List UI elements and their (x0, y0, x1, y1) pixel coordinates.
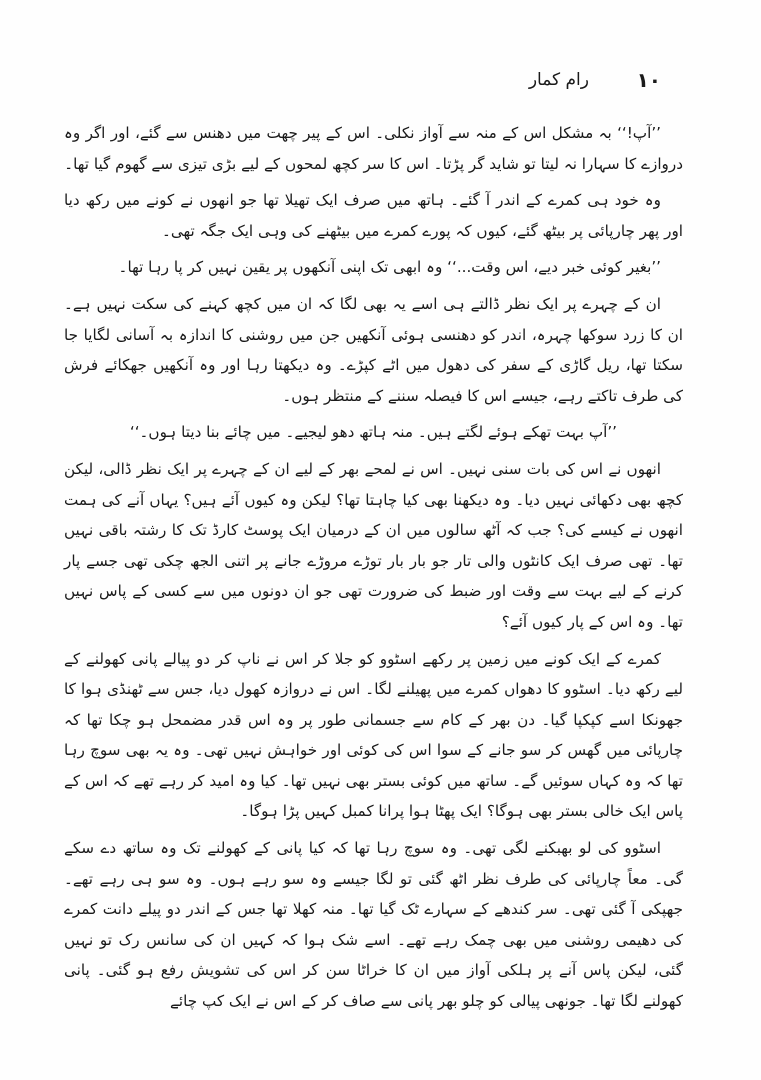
page-number: ۱۰ (636, 68, 661, 92)
paragraph: ’’آپ!‘‘ بہ مشکل اس کے منہ سے آواز نکلی۔ اس کے پیر چھت میں دھنس سے گئے، اور اگر وہ دروازے کا سہارا نہ لیتا تو شاید گر پڑتا۔ اس کا سر کچھ لمحوں کے لیے بڑی تیزی سے گھوم گیا تھا۔ (64, 124, 683, 173)
page-header (90, 68, 661, 102)
paragraph: انھوں نے اس کی بات سنی نہیں۔ اس نے لمحے بھر کے لیے ان کے چہرے پر ایک نظر ڈالی، لیکن کچھ بھی دکھائی نہیں دیا۔ وہ دیکھنا بھی کیا چاہتا تھا؟ لیکن وہ کیوں آئے ہیں؟ یہاں آنے کی ہمت انھوں نے کیسے کی؟ جب کہ آٹھ سالوں میں ان کے درمیان ایک پوسٹ کارڈ تک کا رشتہ باقی نہیں تھا۔ تھی صرف ایک کانٹوں والی تار جو بار بار توڑے مروڑے جانے پر اتنی الجھ چکی تھی جسے پار کرنے کے لیے بہت سے وقت اور ضبط کی ضرورت تھی جو ان دونوں میں سے کسی کے پاس نہیں تھا۔ وہ اس کے پار کیوں آئے؟ (64, 459, 683, 631)
running-head: رام کمار (528, 70, 589, 90)
body-text (64, 118, 683, 1023)
paragraph: وہ خود ہی کمرے کے اندر آ گئے۔ ہاتھ میں صرف ایک تھیلا تھا جو انھوں نے کونے میں رکھ دیا اور پھر چارپائی پر بیٹھ گئے، کیوں کہ پورے کمرے میں بیٹھنے کی وہی ایک جگہ تھی۔ (64, 191, 683, 240)
paragraph: کمرے کے ایک کونے میں زمین پر رکھے اسٹوو کو جلا کر اس نے ناپ کر دو پیالے پانی کھولنے کے لیے رکھ دیا۔ اسٹوو کا دھواں کمرے میں پھیلنے لگا۔ اس نے دروازہ کھول دیا، جس سے ٹھنڈی ہوا کا جھونکا اسے کپکپا گیا۔ دن بھر کے کام سے جسمانی طور پر وہ اس قدر مضمحل ہو چکا تھا کہ چارپائی میں گھس کر سو جانے کے سوا اس کی کوئی اور خواہش نہیں تھی۔ وہ یہ بھی سوچ رہا تھا کہ وہ کہاں سوئیں گے۔ ساتھ میں کوئی بستر بھی نہیں تھا۔ کیا وہ امید کر رہے تھے کہ اس کے پاس ایک خالی بستر بھی ہوگا؟ ایک پھٹا ہوا پرانا کمبل کہیں پڑا ہوگا۔ (64, 649, 683, 821)
paragraph: ’’آپ بہت تھکے ہوئے لگتے ہیں۔ منہ ہاتھ دھو لیجیے۔ میں چائے بنا دیتا ہوں۔‘‘ (129, 423, 617, 442)
paragraph: ’’بغیر کوئی خبر دیے، اس وقت...‘‘ وہ ابھی تک اپنی آنکھوں پر یقین نہیں کر پا رہا تھا۔ (118, 258, 661, 277)
paragraph: اسٹوو کی لو بھبکنے لگی تھی۔ وہ سوچ رہا تھا کہ کیا پانی کے کھولنے تک وہ ساتھ دے سکے گی۔ معاً چارپائی کی طرف نظر اٹھ گئی تو لگا جیسے وہ سو رہے ہوں۔ وہ سو ہی رہے تھے۔ جھپکی آ گئی تھی۔ سر کندھے کے سہارے ٹک گیا تھا۔ منہ کھلا تھا جس کے اندر دو پیلے دانت کمرے کی دھیمی روشنی میں بھی چمک رہے تھے۔ اسے شک ہوا کہ کہیں ان کی سانس رک تو نہیں گئی، لیکن پاس آنے پر ہلکی آواز میں ان کا خراٹا سن کر اس کی تشویش رفع ہو گئی۔ پانی کھولنے لگا تھا۔ جونھی پیالی کو چلو بھر پانی سے صاف کر کے اس نے ایک کپ چائے (64, 839, 683, 1011)
paragraph: ان کے چہرے پر ایک نظر ڈالتے ہی اسے یہ بھی لگا کہ ان میں کچھ کہنے کی سکت نہیں ہے۔ ان کا زرد سوکھا چہرہ، اندر کو دھنسی ہوئی آنکھیں جن میں روشنی کا اندازہ بہ آسانی لگایا جا سکتا تھا، ریل گاڑی کے سفر کی دھول میں اٹے کپڑے۔ وہ دیکھتا رہا اور وہ آنکھیں جھکائے فرش کی طرف تاکتے رہے، جیسے اس کا فیصلہ سننے کے منتظر ہوں۔ (64, 294, 683, 405)
